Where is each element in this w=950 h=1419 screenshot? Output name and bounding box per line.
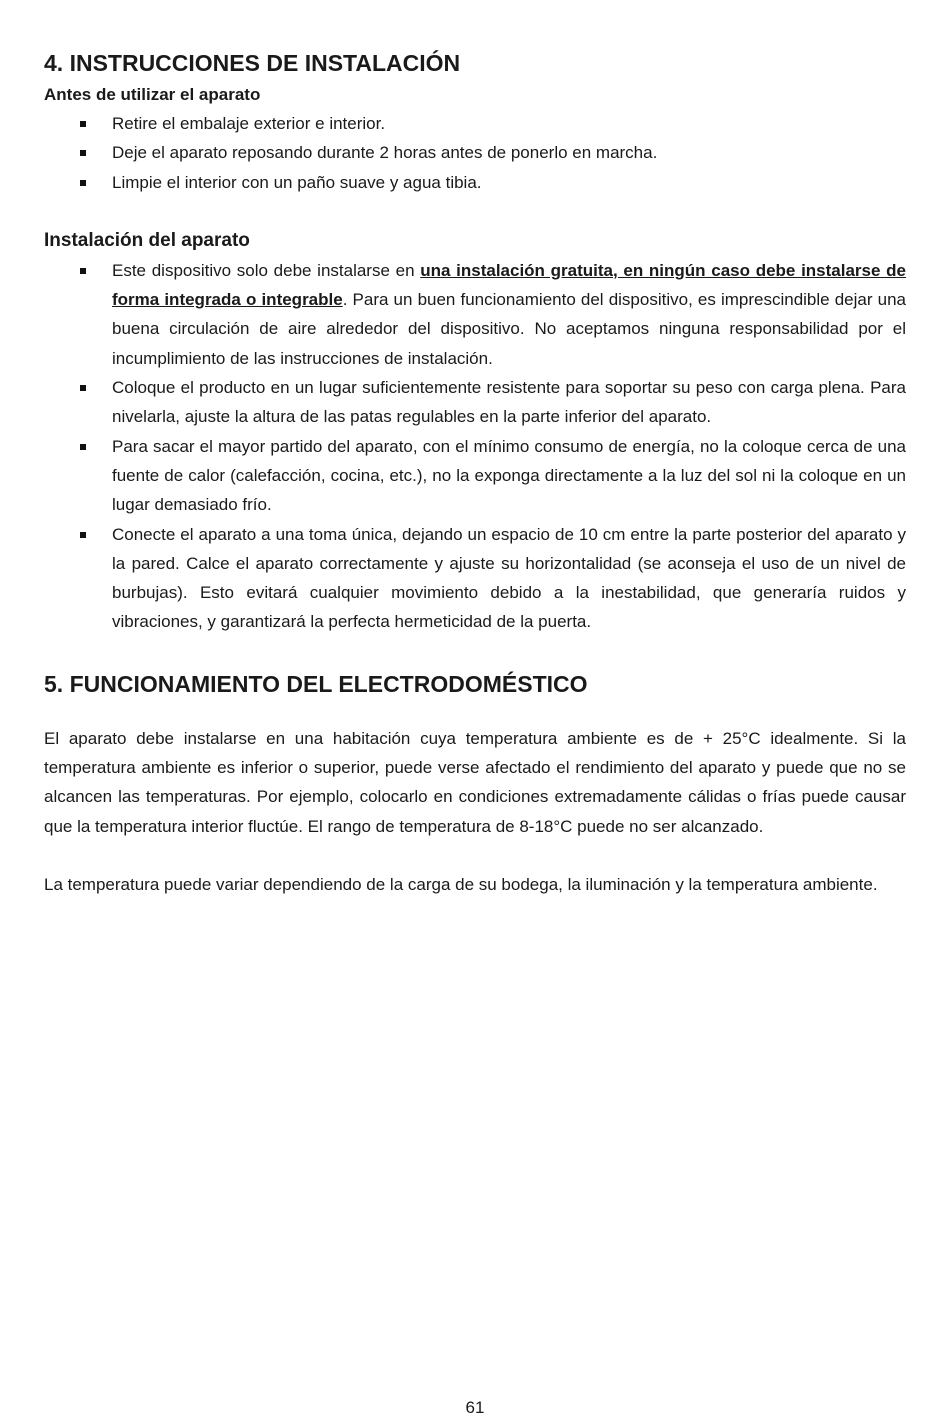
list-item: Deje el aparato reposando durante 2 horas antes de ponerlo en marcha. (44, 138, 906, 167)
bullet-icon (80, 121, 86, 127)
installation-heading: Instalación del aparato (44, 229, 250, 251)
page-number: 61 (465, 1398, 485, 1417)
item-text: . Para un buen funcionamiento del dispositivo, es imprescindible dejar una buena circulación de aire alrededor del dispositivo. No aceptamos ninguna responsabilidad por el incumplimiento de las instrucciones de instalación. (112, 290, 906, 368)
bullet-icon (80, 532, 86, 538)
section-5-title: 5. FUNCIONAMIENTO DEL ELECTRODOMÉSTICO (44, 670, 588, 697)
before-use-heading: Antes de utilizar el aparato (44, 85, 261, 104)
list-item (44, 256, 906, 373)
paragraph: La temperatura puede variar dependiendo de la carga de su bodega, la iluminación y la temperatura ambiente. (44, 874, 878, 894)
list-item: Limpie el interior con un paño suave y agua tibia. (44, 168, 906, 197)
installation-list (44, 256, 906, 637)
bullet-icon (80, 385, 86, 391)
paragraph: El aparato debe instalarse en una habitación cuya temperatura ambiente es de + 25°C idealmente. Si la temperatura ambiente es inferior o superior, puede verse afectado el rendimiento del aparato y puede que no se alcancen las temperaturas. Por ejemplo, colocarlo en condiciones extremadamente cálidas o frías puede causar que la temperatura interior fluctúe. El rango de temperatura de 8-18°C puede no ser alcanzado. (44, 728, 906, 836)
bullet-icon (80, 150, 86, 156)
bullet-icon (80, 180, 86, 186)
list-item: Coloque el producto en un lugar suficientemente resistente para soportar su peso con carga plena. Para nivelarla, ajuste la altura de las patas regulables en la parte inferior del aparato. (44, 373, 906, 432)
underlined-warning: una instalación gratuita, en ningún caso debe instalarse de forma integrada o integrable (112, 260, 906, 310)
bullet-icon (80, 268, 86, 274)
before-use-list (44, 109, 906, 197)
list-item: Conecte el aparato a una toma única, dejando un espacio de 10 cm entre la parte posterior del aparato y la pared. Calce el aparato correctamente y ajuste su horizontalidad (se aconseja el uso de un nivel de burbujas). Esto evitará cualquier movimiento debido a la inestabilidad, que generaría ruidos y vibraciones, y garantizará la perfecta hermeticidad de la puerta. (44, 520, 906, 637)
list-item: Para sacar el mayor partido del aparato, con el mínimo consumo de energía, no la coloque cerca de una fuente de calor (calefacción, cocina, etc.), no la exponga directamente a la luz del sol ni la coloque en un lugar demasiado frío. (44, 432, 906, 520)
section-4-title: 4. INSTRUCCIONES DE INSTALACIÓN (44, 50, 461, 76)
list-item: Retire el embalaje exterior e interior. (44, 109, 906, 138)
item-text: Este dispositivo solo debe instalarse en (112, 260, 421, 280)
bullet-icon (80, 444, 86, 450)
document-page (44, 46, 906, 899)
